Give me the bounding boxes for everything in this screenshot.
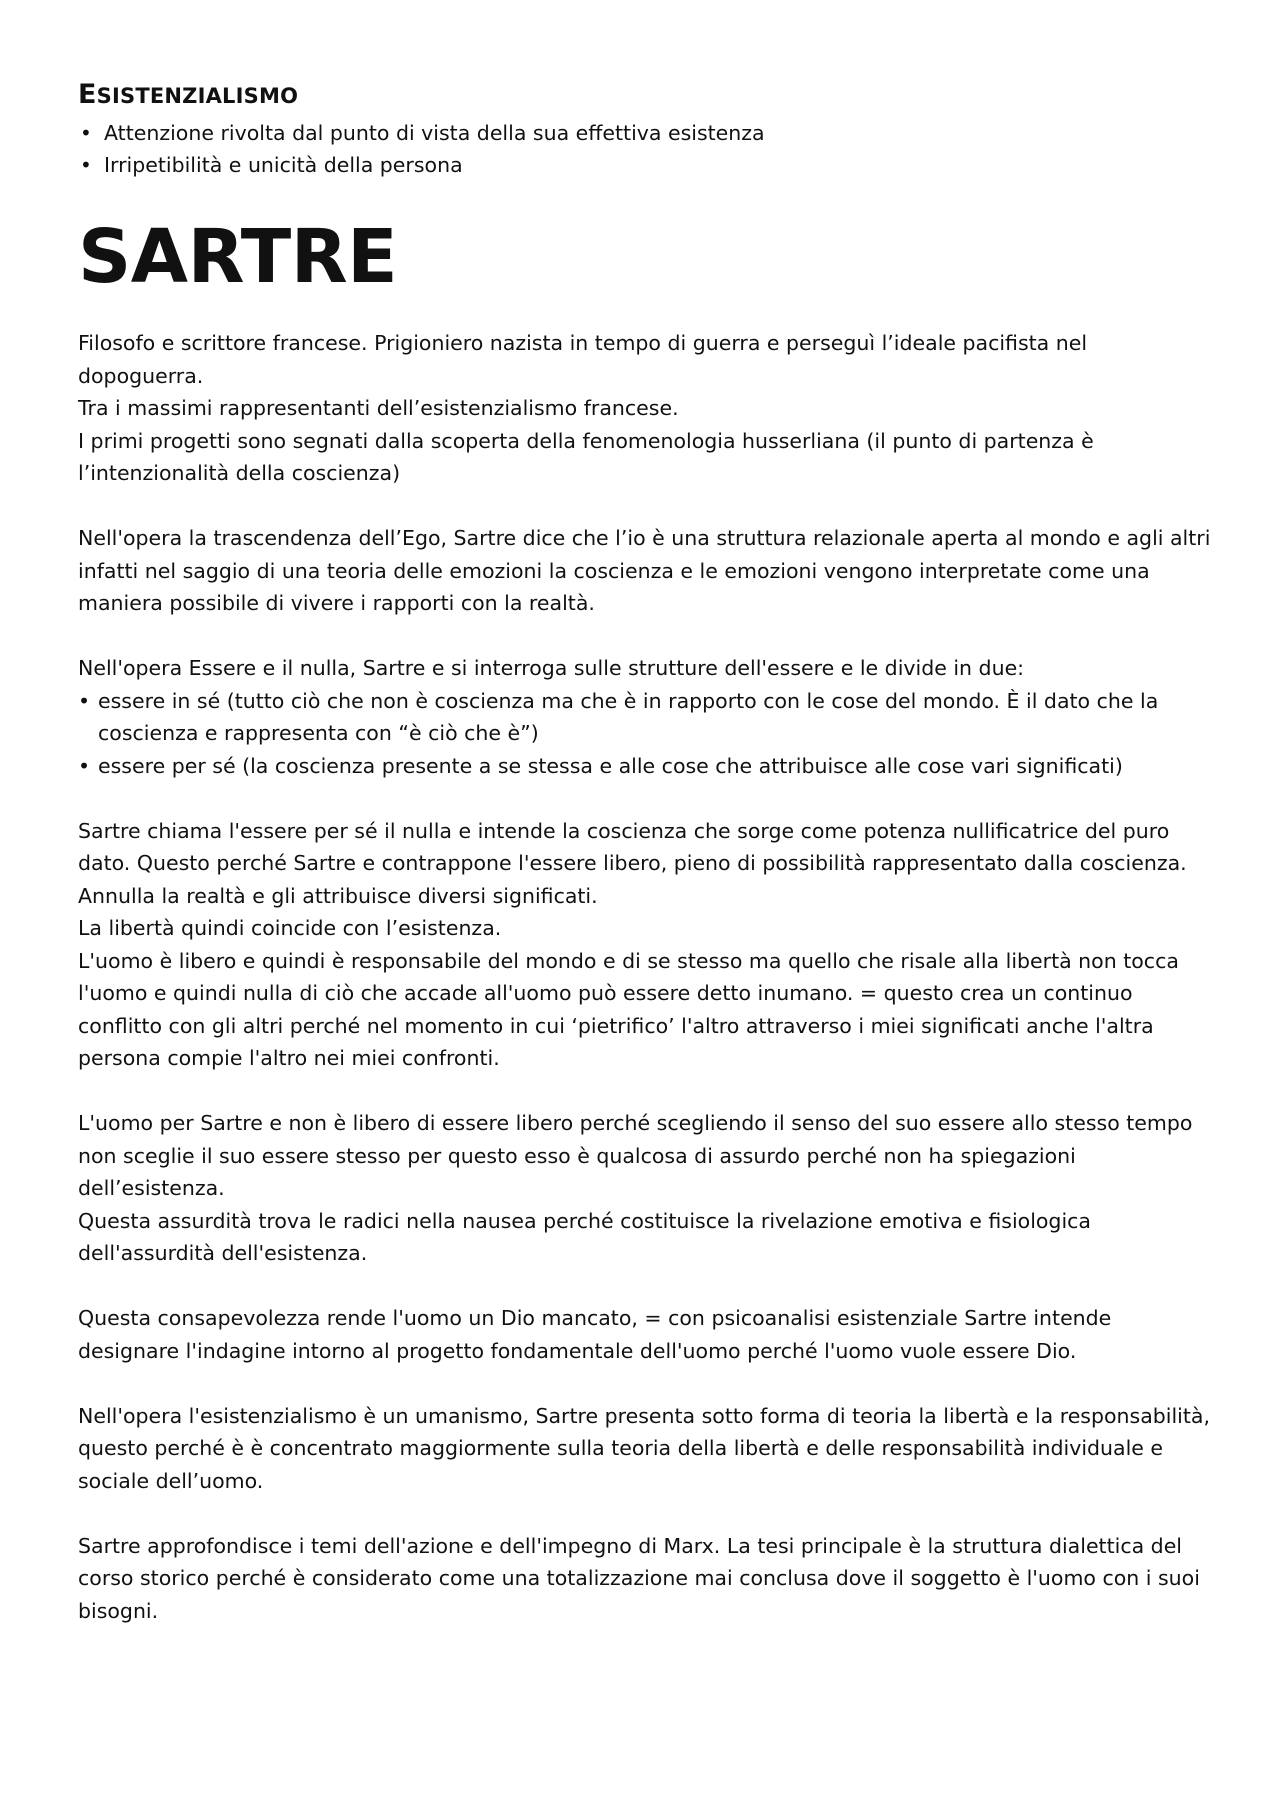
text-line: L'uomo per Sartre e non è libero di essere libero perché scegliendo il senso del suo essere allo stesso tempo non sceglie il suo essere stesso per questo esso è qualcosa di assurdo perché non ha spiegazioni dell’esistenza. [78, 1111, 1193, 1200]
text-line: Tra i massimi rappresentanti dell’esistenzialismo francese. [78, 396, 679, 420]
bullet-item: • essere in sé (tutto ciò che non è coscienza ma che è in rapporto con le cose del mondo. È il dato che la coscienza e rappresenta con “è ciò che è”) [78, 685, 1218, 750]
bullet-item: • Attenzione rivolta dal punto di vista della sua effettiva esistenza [78, 117, 1218, 149]
paragraph-essere-nulla [78, 652, 1218, 782]
text-line: Sartre chiama l'essere per sé il nulla e intende la coscienza che sorge come potenza nullificatrice del puro dato. Questo perché Sartre e contrappone l'essere libero, pieno di possibilità rappresentato dalla coscienza. Annulla la realtà e gli attribuisce diversi significati. [78, 818, 1187, 908]
text-line: Questa assurdità trova le radici nella nausea perché costituisce la rivelazione emotiva e fisiologica dell'assurdità dell'esistenza. [78, 1208, 1091, 1265]
paragraph-umanismo: Nell'opera l'esistenzialismo è un umanismo, Sartre presenta sotto forma di teoria la libertà e la responsabilità, questo perché è è concentrato maggiormente sulla teoria della libertà e delle responsabilità individuale e sociale dell’uomo. [78, 1403, 1210, 1493]
essere-bullet-list [78, 685, 1218, 783]
section-heading-rest: SISTENZIALISMO [96, 84, 299, 108]
paragraph-dio-mancato: Questa consapevolezza rende l'uomo un Dio mancato, = con psicoanalisi esistenziale Sartre intende designare l'indagine intorno al progetto fondamentale dell'uomo perché l'uomo vuole essere Dio. [78, 1306, 1112, 1363]
paragraph-assurdita [78, 1107, 1218, 1270]
text-line: Filosofo e scrittore francese. Prigioniero nazista in tempo di guerra e perseguì l’ideale pacifista nel dopoguerra. [78, 331, 1088, 388]
text-line: La libertà quindi coincide con l’esistenza. [78, 916, 502, 940]
paragraph-biography [78, 327, 1218, 490]
paragraph-marx: Sartre approfondisce i temi dell'azione e dell'impegno di Marx. La tesi principale è la struttura dialettica del corso storico perché è considerato come una totalizzazione mai conclusa dove il soggetto è l'uomo con i suoi bisogni. [78, 1533, 1200, 1623]
section-heading-initial: E [78, 79, 97, 110]
bullet-item: • Irripetibilità e unicità della persona [78, 149, 1218, 181]
document-page [78, 78, 1218, 1660]
section-heading-esistenzialismo [78, 78, 1218, 113]
text-line: Nell'opera Essere e il nulla, Sartre e si interroga sulle strutture dell'essere e le divide in due: [78, 656, 1025, 680]
bullet-item: • essere per sé (la coscienza presente a se stessa e alle cose che attribuisce alle cose vari significati) [78, 750, 1218, 783]
text-line: L'uomo è libero e quindi è responsabile del mondo e di se stesso ma quello che risale alla libertà non tocca l'uomo e quindi nulla di ciò che accade all'uomo può essere detto inumano. = questo crea un continuo conflitto con gli altri perché nel momento in cui ‘pietrifico’ l'altro attraverso i miei significati anche l'altra persona compie l'altro nei miei confronti. [78, 948, 1179, 1070]
esistenzialismo-bullet-list [78, 117, 1218, 181]
page-title: SARTRE [78, 214, 398, 300]
document-body [78, 327, 1218, 1627]
paragraph-trascendenza-ego: Nell'opera la trascendenza dell’Ego, Sartre dice che l’io è una struttura relazionale aperta al mondo e agli altri infatti nel saggio di una teoria delle emozioni la coscienza e le emozioni vengono interpretate come una maniera possibile di vivere i rapporti con la realtà. [78, 526, 1211, 615]
text-line: I primi progetti sono segnati dalla scoperta della fenomenologia husserliana (il punto di partenza è l’intenzionalità della coscienza) [78, 428, 1094, 485]
paragraph-liberta [78, 815, 1218, 1075]
